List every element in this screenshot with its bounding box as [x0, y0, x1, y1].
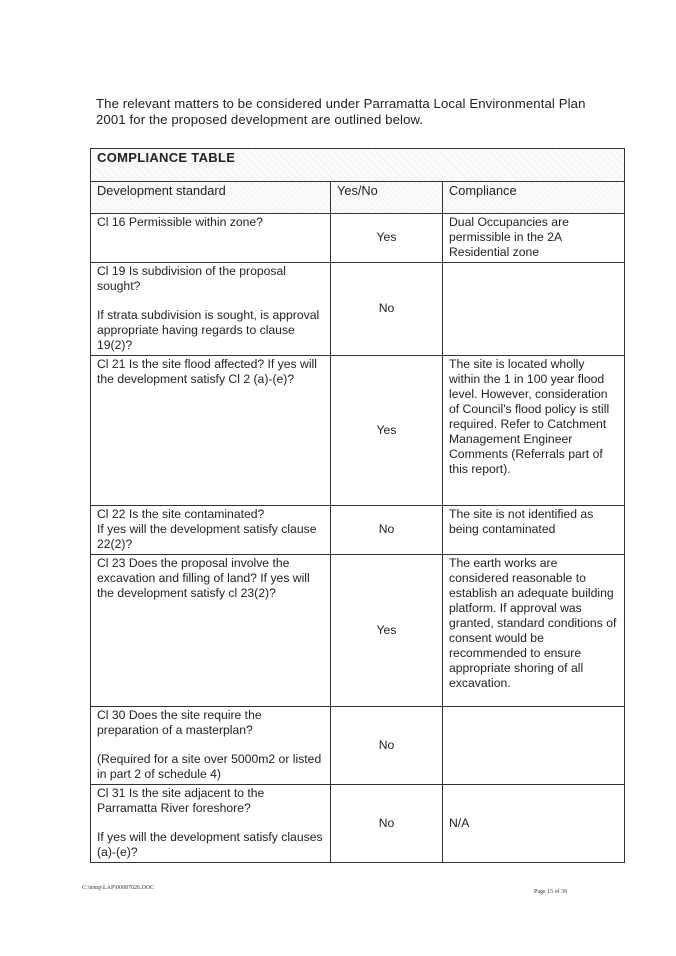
- standard-text: Cl 22 Is the site contaminated?: [97, 507, 265, 521]
- header-compliance: Compliance: [443, 182, 625, 214]
- standard-cell: [91, 356, 331, 506]
- table-row: [91, 506, 625, 555]
- standard-text: Cl 16 Permissible within zone?: [97, 215, 263, 229]
- standard-subtext: If yes will the development satisfy clause 22(2)?: [97, 522, 317, 551]
- standard-text: Cl 23 Does the proposal involve the excavation and filling of land? If yes will the development satisfy cl 23(2)?: [97, 556, 310, 600]
- standard-cell: [91, 214, 331, 263]
- yes-no-cell: No: [331, 263, 443, 356]
- table-row: [91, 263, 625, 356]
- standard-text: Cl 31 Is the site adjacent to the Parramatta River foreshore?: [97, 786, 265, 815]
- standard-cell: [91, 785, 331, 863]
- standard-cell: [91, 707, 331, 785]
- yes-no-cell: No: [331, 785, 443, 863]
- table-title-row: [91, 149, 625, 182]
- yes-no-cell: No: [331, 707, 443, 785]
- compliance-cell: The site is not identified as being contaminated: [443, 506, 625, 555]
- footer-file-path: C:\temp\LAP\00087026.DOC: [82, 885, 155, 891]
- compliance-cell: Dual Occupancies are permissible in the 2A Residential zone: [443, 214, 625, 263]
- header-yes-no: Yes/No: [331, 182, 443, 214]
- yes-no-cell: No: [331, 506, 443, 555]
- table-title-cell: [91, 149, 625, 182]
- table-row: [91, 785, 625, 863]
- table-row: [91, 214, 625, 263]
- table-title: COMPLIANCE TABLE: [97, 150, 236, 165]
- yes-no-cell: Yes: [331, 214, 443, 263]
- compliance-cell: N/A: [443, 785, 625, 863]
- standard-subtext: If strata subdivision is sought, is approval appropriate having regards to clause 19(2)?: [97, 308, 320, 352]
- table-row: [91, 555, 625, 707]
- compliance-table: [90, 148, 625, 863]
- compliance-cell: [443, 707, 625, 785]
- compliance-cell: [443, 263, 625, 356]
- header-development-standard: Development standard: [91, 182, 331, 214]
- compliance-cell: The site is located wholly within the 1 in 100 year flood level. However, consideration of Council's flood policy is still required. Refer to Catchment Management Engineer Comments (Referrals part of this report).: [443, 356, 625, 506]
- standard-subtext: (Required for a site over 5000m2 or listed in part 2 of schedule 4): [97, 752, 322, 781]
- standard-text: Cl 19 Is subdivision of the proposal sought?: [97, 264, 287, 293]
- compliance-cell: The earth works are considered reasonable to establish an adequate building platform. If approval was granted, standard conditions of consent would be recommended to ensure appropriate shoring of all excavation.: [443, 555, 625, 707]
- standard-cell: [91, 506, 331, 555]
- footer-page-number: Page 15 of 39: [534, 889, 568, 895]
- intro-paragraph: The relevant matters to be considered under Parramatta Local Environmental Plan 2001 for the proposed development are outlined below.: [96, 96, 586, 127]
- table-header-row: [91, 182, 625, 214]
- standard-text: Cl 30 Does the site require the preparation of a masterplan?: [97, 708, 262, 737]
- yes-no-cell: Yes: [331, 555, 443, 707]
- table-row: [91, 707, 625, 785]
- standard-cell: [91, 555, 331, 707]
- yes-no-cell: Yes: [331, 356, 443, 506]
- standard-subtext: If yes will the development satisfy clauses (a)-(e)?: [97, 830, 323, 859]
- standard-text: Cl 21 Is the site flood affected? If yes will the development satisfy Cl 2 (a)-(e)?: [97, 357, 317, 386]
- table-row: [91, 356, 625, 506]
- standard-cell: [91, 263, 331, 356]
